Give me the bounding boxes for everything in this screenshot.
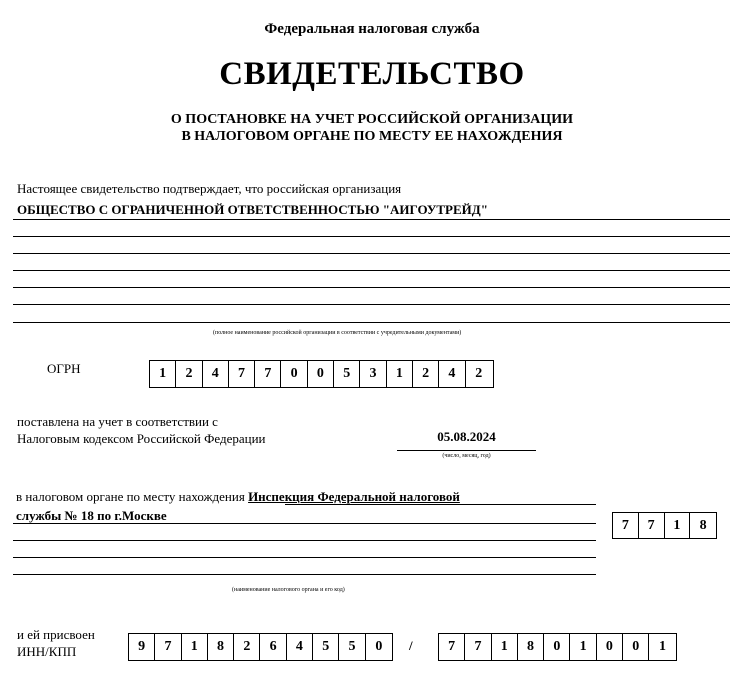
kpp-boxes [438,633,677,661]
registration-text-line-2: Налоговым кодексом Российской Федерации [17,431,266,446]
tax-authority-code-boxes [612,512,717,539]
organization-intro: Настоящее свидетельство подтверждает, что российская организация [17,181,402,196]
registration-text-line-1: поставлена на учет в соответствии с [17,414,218,429]
inn-digit: 4 [287,634,313,660]
inn-digit: 1 [182,634,208,660]
tax-authority-underline-2 [13,523,596,524]
inn-kpp-separator: / [409,638,413,653]
blank-line [13,574,596,575]
tax-authority-underline-1 [285,504,596,505]
inn-digit: 7 [155,634,181,660]
agency-name: Федеральная налоговая служба [264,21,480,37]
blank-line [13,270,730,271]
inn-digit: 2 [234,634,260,660]
organization-name: ОБЩЕСТВО С ОГРАНИЧЕННОЙ ОТВЕТСТВЕННОСТЬЮ "АИГОУТРЕЙД" [17,202,488,217]
blank-line [13,322,730,323]
kpp-digit: 0 [623,634,649,660]
inn-boxes [128,633,393,661]
ogrn-digit: 4 [203,361,229,387]
registration-date-underline [397,450,536,451]
kpp-digit: 0 [597,634,623,660]
ogrn-digit: 1 [150,361,176,387]
ogrn-digit: 5 [334,361,360,387]
kpp-digit: 1 [492,634,518,660]
inn-digit: 6 [260,634,286,660]
inn-digit: 5 [339,634,365,660]
document-title: СВИДЕТЕЛЬСТВО [219,56,525,92]
inn-kpp-label-line-1: и ей присвоен [17,627,95,642]
subtitle-line-1: О ПОСТАНОВКЕ НА УЧЕТ РОССИЙСКОЙ ОРГАНИЗАЦИИ [170,112,574,127]
ogrn-boxes [149,360,494,388]
kpp-digit: 8 [518,634,544,660]
tax-authority-name-part-2: службы № 18 по г.Москве [16,508,167,523]
tax-authority-caption: (наименование налогового органа и его код) [232,587,345,593]
ogrn-digit: 3 [360,361,386,387]
inn-digit: 0 [375,639,383,654]
inn-digit: 5 [313,634,339,660]
kpp-digit: 0 [544,634,570,660]
registration-date: 05.08.2024 [437,429,496,444]
blank-line [13,557,596,558]
organization-name-caption: (полное наименование российской организации в соответствии с учредительными документами) [213,330,462,336]
ogrn-digit: 4 [439,361,465,387]
registration-date-caption: (число, месяц, год) [442,453,491,459]
ogrn-digit: 1 [387,361,413,387]
inn-kpp-label: ИНН/КПП [17,644,77,659]
tax-authority-line-1 [16,489,460,505]
tax-code-digit: 7 [639,513,665,538]
ogrn-digit: 7 [229,361,255,387]
subtitle-line-2: В НАЛОГОВОМ ОРГАНЕ ПО МЕСТУ ЕЕ НАХОЖДЕНИЯ [181,129,563,144]
kpp-digit: 1 [659,639,667,654]
tax-authority-name-part-1: Инспекция Федеральной налоговой [248,489,460,504]
ogrn-digit: 7 [255,361,281,387]
tax-code-digit: 1 [665,513,691,538]
blank-line [13,253,730,254]
tax-code-digit: 7 [613,513,639,538]
blank-line [13,236,730,237]
ogrn-label: ОГРН [47,361,81,376]
blank-line [13,540,596,541]
ogrn-digit: 2 [413,361,439,387]
tax-code-digit: 8 [699,517,707,533]
kpp-digit: 1 [570,634,596,660]
ogrn-digit: 0 [281,361,307,387]
kpp-digit: 7 [439,634,465,660]
inn-digit: 9 [129,634,155,660]
ogrn-digit: 2 [475,366,483,381]
kpp-digit: 7 [465,634,491,660]
ogrn-digit: 2 [176,361,202,387]
blank-line [13,287,730,288]
ogrn-digit: 0 [308,361,334,387]
organization-name-underline [13,219,730,220]
tax-authority-prefix: в налоговом органе по месту нахождения [16,489,245,504]
inn-digit: 8 [208,634,234,660]
blank-line [13,304,730,305]
